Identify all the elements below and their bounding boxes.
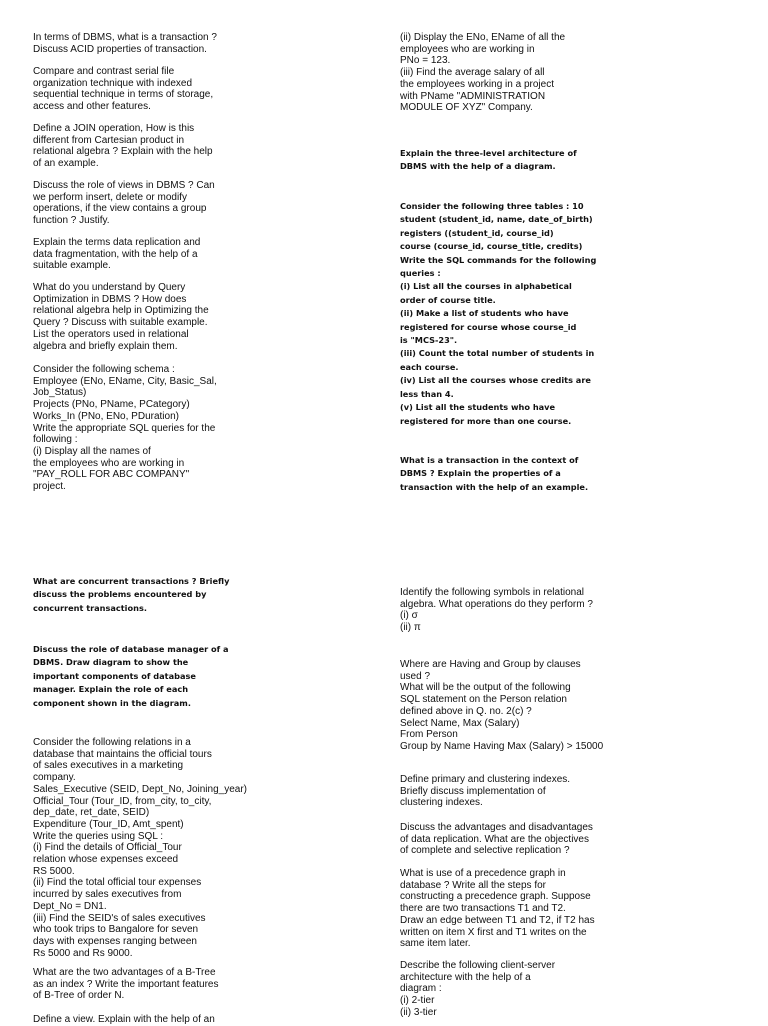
question-relational-symbols: Identify the following symbols in relational algebra. What operations do they perform ? (i) σ (ii) π <box>400 587 593 634</box>
question-transaction-acid: In terms of DBMS, what is a transaction ? Discuss ACID properties of transaction. <box>33 32 217 55</box>
question-precedence-graph: What is use of a precedence graph in database ? Write all the steps for constructing a precedence graph. Suppose there are two transactions T1 and T2. Draw an edge between T1 and T2, if T2 has written on item X first and T1 writes on the same item later. <box>400 868 595 950</box>
question-primary-clustering-indexes: Define primary and clustering indexes. Briefly discuss implementation of clustering indexes. <box>400 774 571 809</box>
question-having-group-by: Where are Having and Group by clauses used ? What will be the output of the following SQL statement on the Person relation defined above in Q. no. 2(c) ? Select Name, Max (Salary) From Person Group by Name Having Max (Salary) > 15000 <box>400 659 604 752</box>
question-employee-schema: Consider the following schema : Employee (ENo, EName, City, Basic_Sal, Job_Status) Projects (PNo, PName, PCategory) Works_In (PNo, ENo, PDuration) Write the appropriate SQL queries for the following : (i) Display all the names of the employees who are working in "PAY_ROLL FOR ABC COMPANY" project. <box>33 364 217 493</box>
question-views: Discuss the role of views in DBMS ? Can we perform insert, delete or modify operations, if the view contains a group function ? Justify. <box>33 180 215 227</box>
question-official-tours: Consider the following relations in a database that maintains the official tours of sales executives in a marketing company. Sales_Executive (SEID, Dept_No, Joining_year) Official_Tour (Tour_ID, from_city, to_city, dep_date, ret_date, SEID) Expenditure (Tour_ID, Amt_spent) Write the queries using SQL : (i) Find the details of Official_Tour relation whose expenses exceed RS 5000. (ii) Find the total official tour expenses incurred by sales executives from Dept_No = DN1. (iii) Find the SEID's of sales executives who took trips to Bangalore for seven days with expenses ranging between Rs 5000 and Rs 9000. <box>33 737 247 959</box>
question-replication-fragmentation: Explain the terms data replication and data fragmentation, with the help of a suitable example. <box>33 237 201 272</box>
question-transaction-properties: What is a transaction in the context of DBMS ? Explain the properties of a transaction with the help of an example. <box>400 455 589 492</box>
question-join-operation: Define a JOIN operation, How is this different from Cartesian product in relational algebra ? Explain with the help of an example. <box>33 123 213 170</box>
question-employee-queries-continued: (ii) Display the ENo, EName of all the employees who are working in PNo = 123. (iii) Find the average salary of all the employees working in a project with PName "ADMINISTRATION MODULE OF XYZ" Company. <box>400 32 566 114</box>
question-client-server: Describe the following client-server architecture with the help of a diagram : (i) 2-tier (ii) 3-tier <box>400 960 556 1018</box>
question-concurrent-transactions: What are concurrent transactions ? Briefly discuss the problems encountered by concurrent transactions. <box>33 576 230 613</box>
question-query-optimization: What do you understand by Query Optimization in DBMS ? How does relational algebra help in Optimizing the Query ? Discuss with suitable example. List the operators used in relational algebra and briefly explain them. <box>33 282 209 352</box>
question-data-replication: Discuss the advantages and disadvantages of data replication. What are the objectives of complete and selective replication ? <box>400 822 593 857</box>
question-file-organization: Compare and contrast serial file organization technique with indexed sequential technique in terms of storage, access and other features. <box>33 66 214 113</box>
question-define-view: Define a view. Explain with the help of an <box>33 1014 215 1025</box>
question-database-manager: Discuss the role of database manager of a DBMS. Draw diagram to show the important components of database manager. Explain the role of each component shown in the diagram. <box>33 644 229 708</box>
question-student-course-tables: Consider the following three tables : 10 student (student_id, name, date_of_birth) registers ((student_id, course_id) course (course_id, course_title, credits) Write the SQL commands for the following queries : (i) List all the courses in alphabetical order of course title. (ii) Make a list of students who have registered for course whose course_id is "MCS-23". (iii) Count the total number of students in each course. (iv) List all the courses whose credits are less than 4. (v) List all the students who have registered for more than one course. <box>400 201 597 426</box>
question-btree: What are the two advantages of a B-Tree as an index ? Write the important features of B-Tree of order N. <box>33 967 219 1002</box>
question-three-level-architecture: Explain the three-level architecture of DBMS with the help of a diagram. <box>400 148 577 172</box>
